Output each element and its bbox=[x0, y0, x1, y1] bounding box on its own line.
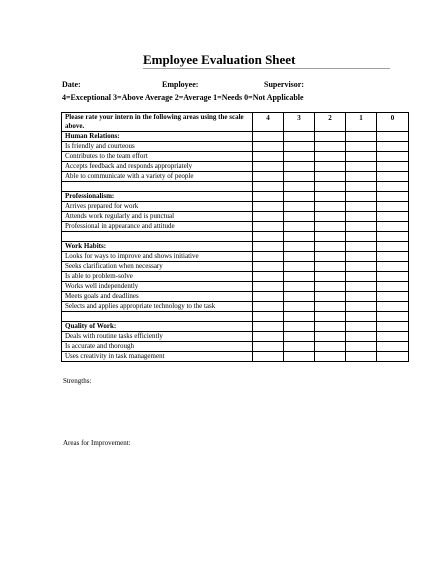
rating-cell[interactable] bbox=[377, 132, 409, 142]
criterion-label: Accepts feedback and responds appropriately bbox=[62, 162, 253, 172]
rating-cell[interactable] bbox=[315, 242, 346, 252]
rating-cell[interactable] bbox=[315, 172, 346, 182]
criterion-label: Looks for ways to improve and shows initiative bbox=[62, 252, 253, 262]
rating-cell[interactable] bbox=[253, 312, 284, 322]
employee-label: Employee: bbox=[162, 80, 199, 89]
rating-cell[interactable] bbox=[284, 312, 315, 322]
table-row bbox=[62, 272, 409, 282]
rating-cell[interactable] bbox=[253, 222, 284, 232]
rating-cell[interactable] bbox=[284, 352, 315, 362]
supervisor-label: Supervisor: bbox=[264, 80, 304, 89]
rating-cell[interactable] bbox=[253, 342, 284, 352]
rating-cell[interactable] bbox=[377, 342, 409, 352]
rating-cell[interactable] bbox=[253, 332, 284, 342]
table-row bbox=[62, 292, 409, 302]
rating-cell[interactable] bbox=[315, 142, 346, 152]
rating-cell[interactable] bbox=[346, 162, 377, 172]
rating-cell[interactable] bbox=[315, 322, 346, 332]
rating-column-header: 4 bbox=[253, 113, 284, 132]
rating-cell[interactable] bbox=[346, 332, 377, 342]
rating-cell[interactable] bbox=[377, 312, 409, 322]
rating-cell[interactable] bbox=[377, 162, 409, 172]
rating-scale: 4=Exceptional 3=Above Average 2=Average 1=Needs 0=Not Applicable bbox=[62, 93, 304, 102]
table-row bbox=[62, 332, 409, 342]
rating-cell[interactable] bbox=[346, 222, 377, 232]
rating-cell[interactable] bbox=[315, 302, 346, 312]
rating-cell[interactable] bbox=[253, 192, 284, 202]
rating-cell[interactable] bbox=[253, 252, 284, 262]
table-row bbox=[62, 142, 409, 152]
rating-cell[interactable] bbox=[377, 212, 409, 222]
section-title: Quality of Work: bbox=[62, 322, 253, 332]
rating-cell[interactable] bbox=[284, 142, 315, 152]
blank-cell bbox=[62, 312, 253, 322]
rating-cell[interactable] bbox=[315, 162, 346, 172]
improvement-label: Areas for Improvement: bbox=[63, 439, 131, 447]
rating-cell[interactable] bbox=[377, 192, 409, 202]
rating-cell[interactable] bbox=[253, 212, 284, 222]
rating-cell[interactable] bbox=[253, 272, 284, 282]
rating-cell[interactable] bbox=[346, 272, 377, 282]
rating-cell[interactable] bbox=[315, 212, 346, 222]
rating-cell[interactable] bbox=[315, 292, 346, 302]
table-row bbox=[62, 262, 409, 272]
section-title: Human Relations: bbox=[62, 132, 253, 142]
table-header-label: Please rate your intern in the following areas using the scale above. bbox=[62, 113, 253, 132]
rating-cell[interactable] bbox=[284, 172, 315, 182]
rating-cell[interactable] bbox=[346, 242, 377, 252]
page-title: Employee Evaluation Sheet bbox=[143, 52, 296, 67]
rating-cell[interactable] bbox=[253, 182, 284, 192]
rating-cell[interactable] bbox=[346, 252, 377, 262]
rating-cell[interactable] bbox=[377, 352, 409, 362]
table-row bbox=[62, 222, 409, 232]
criterion-label: Arrives prepared for work bbox=[62, 202, 253, 212]
rating-cell[interactable] bbox=[377, 272, 409, 282]
blank-cell bbox=[62, 232, 253, 242]
criterion-label: Is friendly and courteous bbox=[62, 142, 253, 152]
rating-cell[interactable] bbox=[284, 182, 315, 192]
section-header-row bbox=[62, 242, 409, 252]
rating-cell[interactable] bbox=[346, 232, 377, 242]
rating-cell[interactable] bbox=[377, 322, 409, 332]
table-row bbox=[62, 342, 409, 352]
rating-cell[interactable] bbox=[284, 132, 315, 142]
table-row bbox=[62, 282, 409, 292]
rating-cell[interactable] bbox=[253, 282, 284, 292]
table-row bbox=[62, 162, 409, 172]
criterion-label: Meets goals and deadlines bbox=[62, 292, 253, 302]
rating-cell[interactable] bbox=[284, 192, 315, 202]
section-title: Work Habits: bbox=[62, 242, 253, 252]
rating-cell[interactable] bbox=[253, 172, 284, 182]
table-row bbox=[62, 352, 409, 362]
rating-cell[interactable] bbox=[346, 342, 377, 352]
rating-cell[interactable] bbox=[377, 182, 409, 192]
rating-cell[interactable] bbox=[253, 202, 284, 212]
criterion-label: Selects and applies appropriate technology to the task bbox=[62, 302, 253, 312]
rating-cell[interactable] bbox=[315, 202, 346, 212]
rating-cell[interactable] bbox=[346, 182, 377, 192]
rating-cell[interactable] bbox=[346, 292, 377, 302]
rating-cell[interactable] bbox=[253, 142, 284, 152]
rating-cell[interactable] bbox=[253, 262, 284, 272]
table-row bbox=[62, 302, 409, 312]
rating-cell[interactable] bbox=[253, 322, 284, 332]
rating-cell[interactable] bbox=[284, 212, 315, 222]
rating-cell[interactable] bbox=[315, 282, 346, 292]
rating-cell[interactable] bbox=[377, 302, 409, 312]
section-header-row bbox=[62, 192, 409, 202]
rating-cell[interactable] bbox=[284, 222, 315, 232]
rating-cell[interactable] bbox=[346, 142, 377, 152]
rating-cell[interactable] bbox=[377, 222, 409, 232]
rating-column-header: 2 bbox=[315, 113, 346, 132]
rating-cell[interactable] bbox=[377, 262, 409, 272]
rating-cell[interactable] bbox=[315, 232, 346, 242]
rating-cell[interactable] bbox=[284, 252, 315, 262]
rating-cell[interactable] bbox=[284, 152, 315, 162]
rating-cell[interactable] bbox=[284, 162, 315, 172]
rating-cell[interactable] bbox=[315, 132, 346, 142]
rating-cell[interactable] bbox=[315, 262, 346, 272]
rating-cell[interactable] bbox=[315, 182, 346, 192]
rating-cell[interactable] bbox=[284, 262, 315, 272]
rating-cell[interactable] bbox=[315, 192, 346, 202]
rating-cell[interactable] bbox=[284, 232, 315, 242]
rating-cell[interactable] bbox=[253, 152, 284, 162]
rating-column-header: 3 bbox=[284, 113, 315, 132]
rating-cell[interactable] bbox=[377, 252, 409, 262]
criterion-label: Seeks clarification when necessary bbox=[62, 262, 253, 272]
rating-cell[interactable] bbox=[346, 352, 377, 362]
rating-cell[interactable] bbox=[253, 162, 284, 172]
rating-cell[interactable] bbox=[377, 242, 409, 252]
criterion-label: Deals with routine tasks efficiently bbox=[62, 332, 253, 342]
rating-cell[interactable] bbox=[346, 152, 377, 162]
rating-cell[interactable] bbox=[284, 202, 315, 212]
criterion-label: Contributes to the team effort bbox=[62, 152, 253, 162]
rating-cell[interactable] bbox=[346, 262, 377, 272]
rating-cell[interactable] bbox=[315, 252, 346, 262]
table-row bbox=[62, 212, 409, 222]
evaluation-table bbox=[61, 112, 409, 362]
date-label: Date: bbox=[62, 80, 81, 89]
rating-cell[interactable] bbox=[346, 172, 377, 182]
section-header-row bbox=[62, 132, 409, 142]
rating-cell[interactable] bbox=[346, 302, 377, 312]
rating-cell[interactable] bbox=[315, 332, 346, 342]
table-header-row bbox=[62, 113, 409, 132]
strengths-label: Strengths: bbox=[63, 377, 92, 385]
criterion-label: Attends work regularly and is punctual bbox=[62, 212, 253, 222]
rating-cell[interactable] bbox=[284, 272, 315, 282]
rating-cell[interactable] bbox=[346, 282, 377, 292]
rating-cell[interactable] bbox=[284, 342, 315, 352]
criterion-label: Professional in appearance and attitude bbox=[62, 222, 253, 232]
rating-cell[interactable] bbox=[253, 232, 284, 242]
rating-cell[interactable] bbox=[253, 242, 284, 252]
section-header-row bbox=[62, 322, 409, 332]
blank-row bbox=[62, 182, 409, 192]
blank-row bbox=[62, 312, 409, 322]
rating-cell[interactable] bbox=[346, 212, 377, 222]
rating-cell[interactable] bbox=[315, 342, 346, 352]
rating-cell[interactable] bbox=[315, 272, 346, 282]
rating-cell[interactable] bbox=[315, 352, 346, 362]
rating-cell[interactable] bbox=[377, 172, 409, 182]
rating-cell[interactable] bbox=[377, 292, 409, 302]
rating-cell[interactable] bbox=[377, 232, 409, 242]
section-title: Professionalism: bbox=[62, 192, 253, 202]
rating-cell[interactable] bbox=[377, 142, 409, 152]
table-row bbox=[62, 172, 409, 182]
rating-column-header: 1 bbox=[346, 113, 377, 132]
rating-cell[interactable] bbox=[346, 312, 377, 322]
rating-cell[interactable] bbox=[346, 202, 377, 212]
title-underline bbox=[143, 52, 390, 69]
table-row bbox=[62, 152, 409, 162]
rating-cell[interactable] bbox=[315, 312, 346, 322]
rating-cell[interactable] bbox=[315, 152, 346, 162]
rating-cell[interactable] bbox=[284, 242, 315, 252]
rating-column-header: 0 bbox=[377, 113, 409, 132]
rating-cell[interactable] bbox=[284, 302, 315, 312]
rating-cell[interactable] bbox=[377, 152, 409, 162]
rating-cell[interactable] bbox=[253, 302, 284, 312]
rating-cell[interactable] bbox=[284, 282, 315, 292]
rating-cell[interactable] bbox=[253, 132, 284, 142]
blank-row bbox=[62, 232, 409, 242]
criterion-label: Is accurate and thorough bbox=[62, 342, 253, 352]
rating-cell[interactable] bbox=[284, 332, 315, 342]
criterion-label: Works well independently bbox=[62, 282, 253, 292]
rating-cell[interactable] bbox=[253, 292, 284, 302]
table-row bbox=[62, 252, 409, 262]
blank-cell bbox=[62, 182, 253, 192]
criterion-label: Is able to problem-solve bbox=[62, 272, 253, 282]
criterion-label: Able to communicate with a variety of people bbox=[62, 172, 253, 182]
rating-cell[interactable] bbox=[377, 332, 409, 342]
rating-cell[interactable] bbox=[377, 282, 409, 292]
rating-cell[interactable] bbox=[253, 352, 284, 362]
rating-cell[interactable] bbox=[315, 222, 346, 232]
criterion-label: Uses creativity in task management bbox=[62, 352, 253, 362]
rating-cell[interactable] bbox=[377, 202, 409, 212]
rating-cell[interactable] bbox=[346, 132, 377, 142]
rating-cell[interactable] bbox=[284, 322, 315, 332]
rating-cell[interactable] bbox=[284, 292, 315, 302]
rating-cell[interactable] bbox=[346, 192, 377, 202]
table-row bbox=[62, 202, 409, 212]
rating-cell[interactable] bbox=[346, 322, 377, 332]
